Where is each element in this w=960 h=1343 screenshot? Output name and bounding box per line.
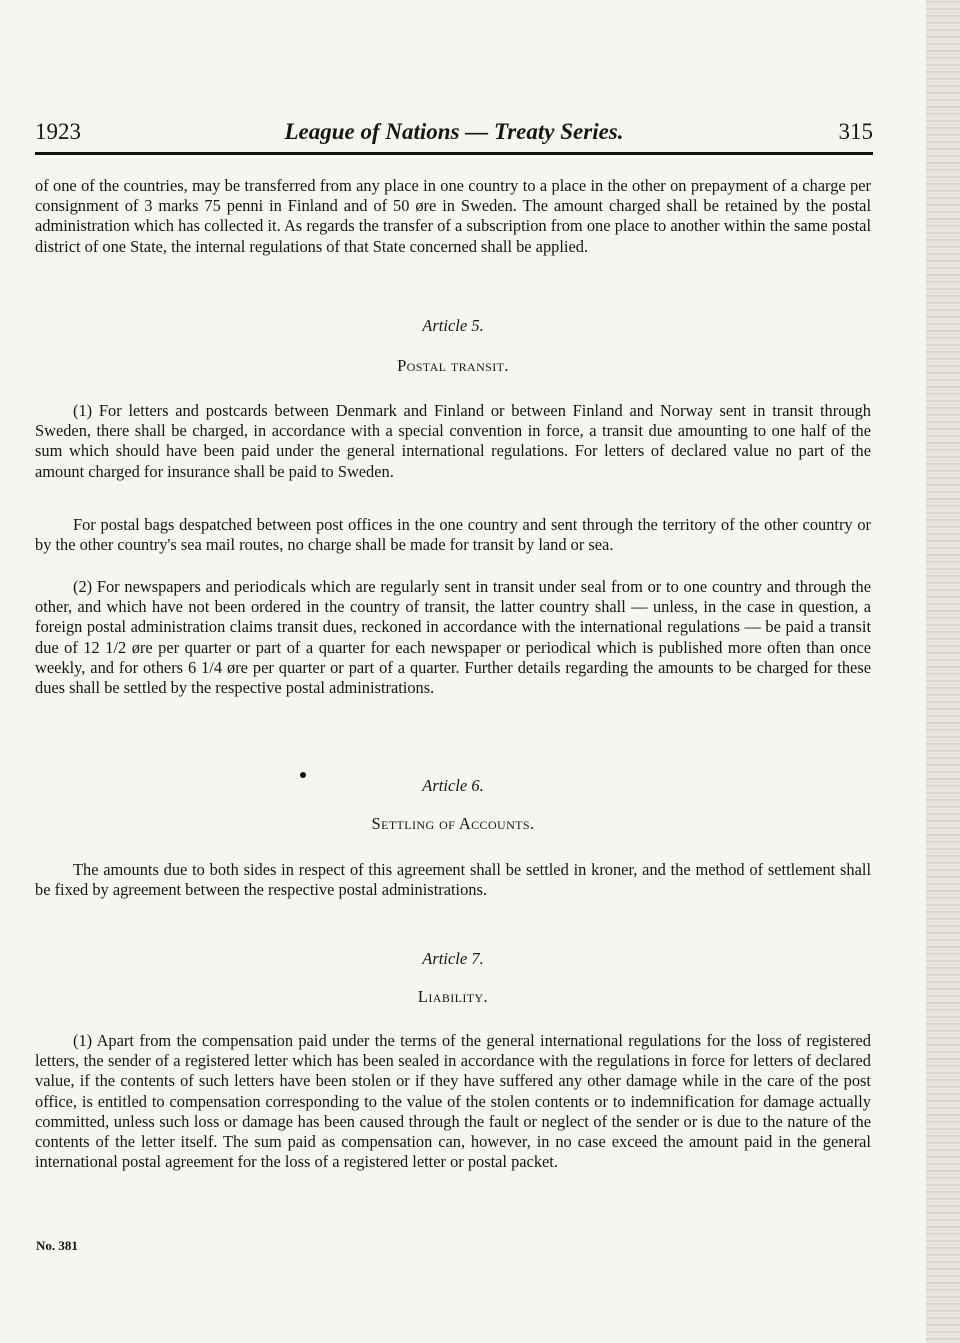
article-7-paragraph-1: (1) Apart from the compensation paid under the terms of the general international regulations for the loss of registered letters, the sender of a registered letter which has been sealed in accordance with the regulations in force for letters of declared value, if the contents of such letters have been stolen or if they have suffered any other damage while in the care of the post office, is entitled to compensation corresponding to the value of the stolen contents or to indemnification for damage actually committed, unless such loss or damage has been caused through the fault or neglect of the sender or is due to the nature of the contents of the letter itself. The sum paid as compensation can, however, in no case exceed the amount paid in the general international postal agreement for the loss of a registered letter or postal packet. [35, 1031, 871, 1172]
scanned-page-edge [926, 0, 960, 1343]
article-5-paragraph-1: (1) For letters and postcards between Denmark and Finland or between Finland and Norway sent in transit through Sweden, there shall be charged, in accordance with a special convention in force, a transit due amounting to one half of the sum which should have been paid under the general international regulations. For letters of declared value no part of the amount charged for insurance shall be paid to Sweden. [35, 401, 871, 481]
header-year: 1923 [35, 119, 81, 144]
article-7-title: Article 7. [422, 949, 484, 968]
article-5-heading: Postal transit. [397, 356, 509, 375]
article-5-title: Article 5. [422, 316, 484, 335]
running-header [35, 116, 873, 148]
article-7-heading: Liability. [417, 987, 489, 1006]
article-6-heading: Settling of Accounts. [371, 814, 535, 833]
article-5-paragraph-3: (2) For newspapers and periodicals which are regularly sent in transit under seal from or to one country and through the other, and which have not been ordered in the country of transit, the latter country shall — unless, in the case in question, a foreign postal administration claims transit dues, reckoned in accordance with the international regulations — be paid a transit due of 12 1/2 øre per quarter or part of a quarter for each newspaper or periodical which is published more often than once weekly, and for others 6 1/4 øre per quarter or part of a quarter. Further details regarding the amounts to be charged for these dues shall be settled by the respective postal administrations. [35, 577, 871, 698]
continued-paragraph: of one of the countries, may be transferred from any place in one country to a place in the other on prepayment of a charge per consignment of 3 marks 75 penni in Finland and of 50 øre in Sweden. The amount charged shall be retained by the postal administration which has collected it. As regards the transfer of a subscription from one place to another within the same postal district of one State, the internal regulations of that State concerned shall be applied. [35, 176, 871, 256]
article-5-paragraph-2: For postal bags despatched between post offices in the one country and sent through the territory of the other country or by the other country's sea mail routes, no charge shall be made for transit by land or sea. [35, 515, 871, 555]
header-page-number: 315 [838, 119, 873, 144]
article-6-title: Article 6. [422, 776, 484, 795]
document-number: No. 381 [36, 1238, 78, 1253]
article-6-paragraph-1: The amounts due to both sides in respect of this agreement shall be settled in kroner, and the method of settlement shall be fixed by agreement between the respective postal administrations. [35, 860, 871, 900]
header-series-title: League of Nations — Treaty Series. [284, 119, 624, 144]
header-rule [35, 152, 873, 155]
